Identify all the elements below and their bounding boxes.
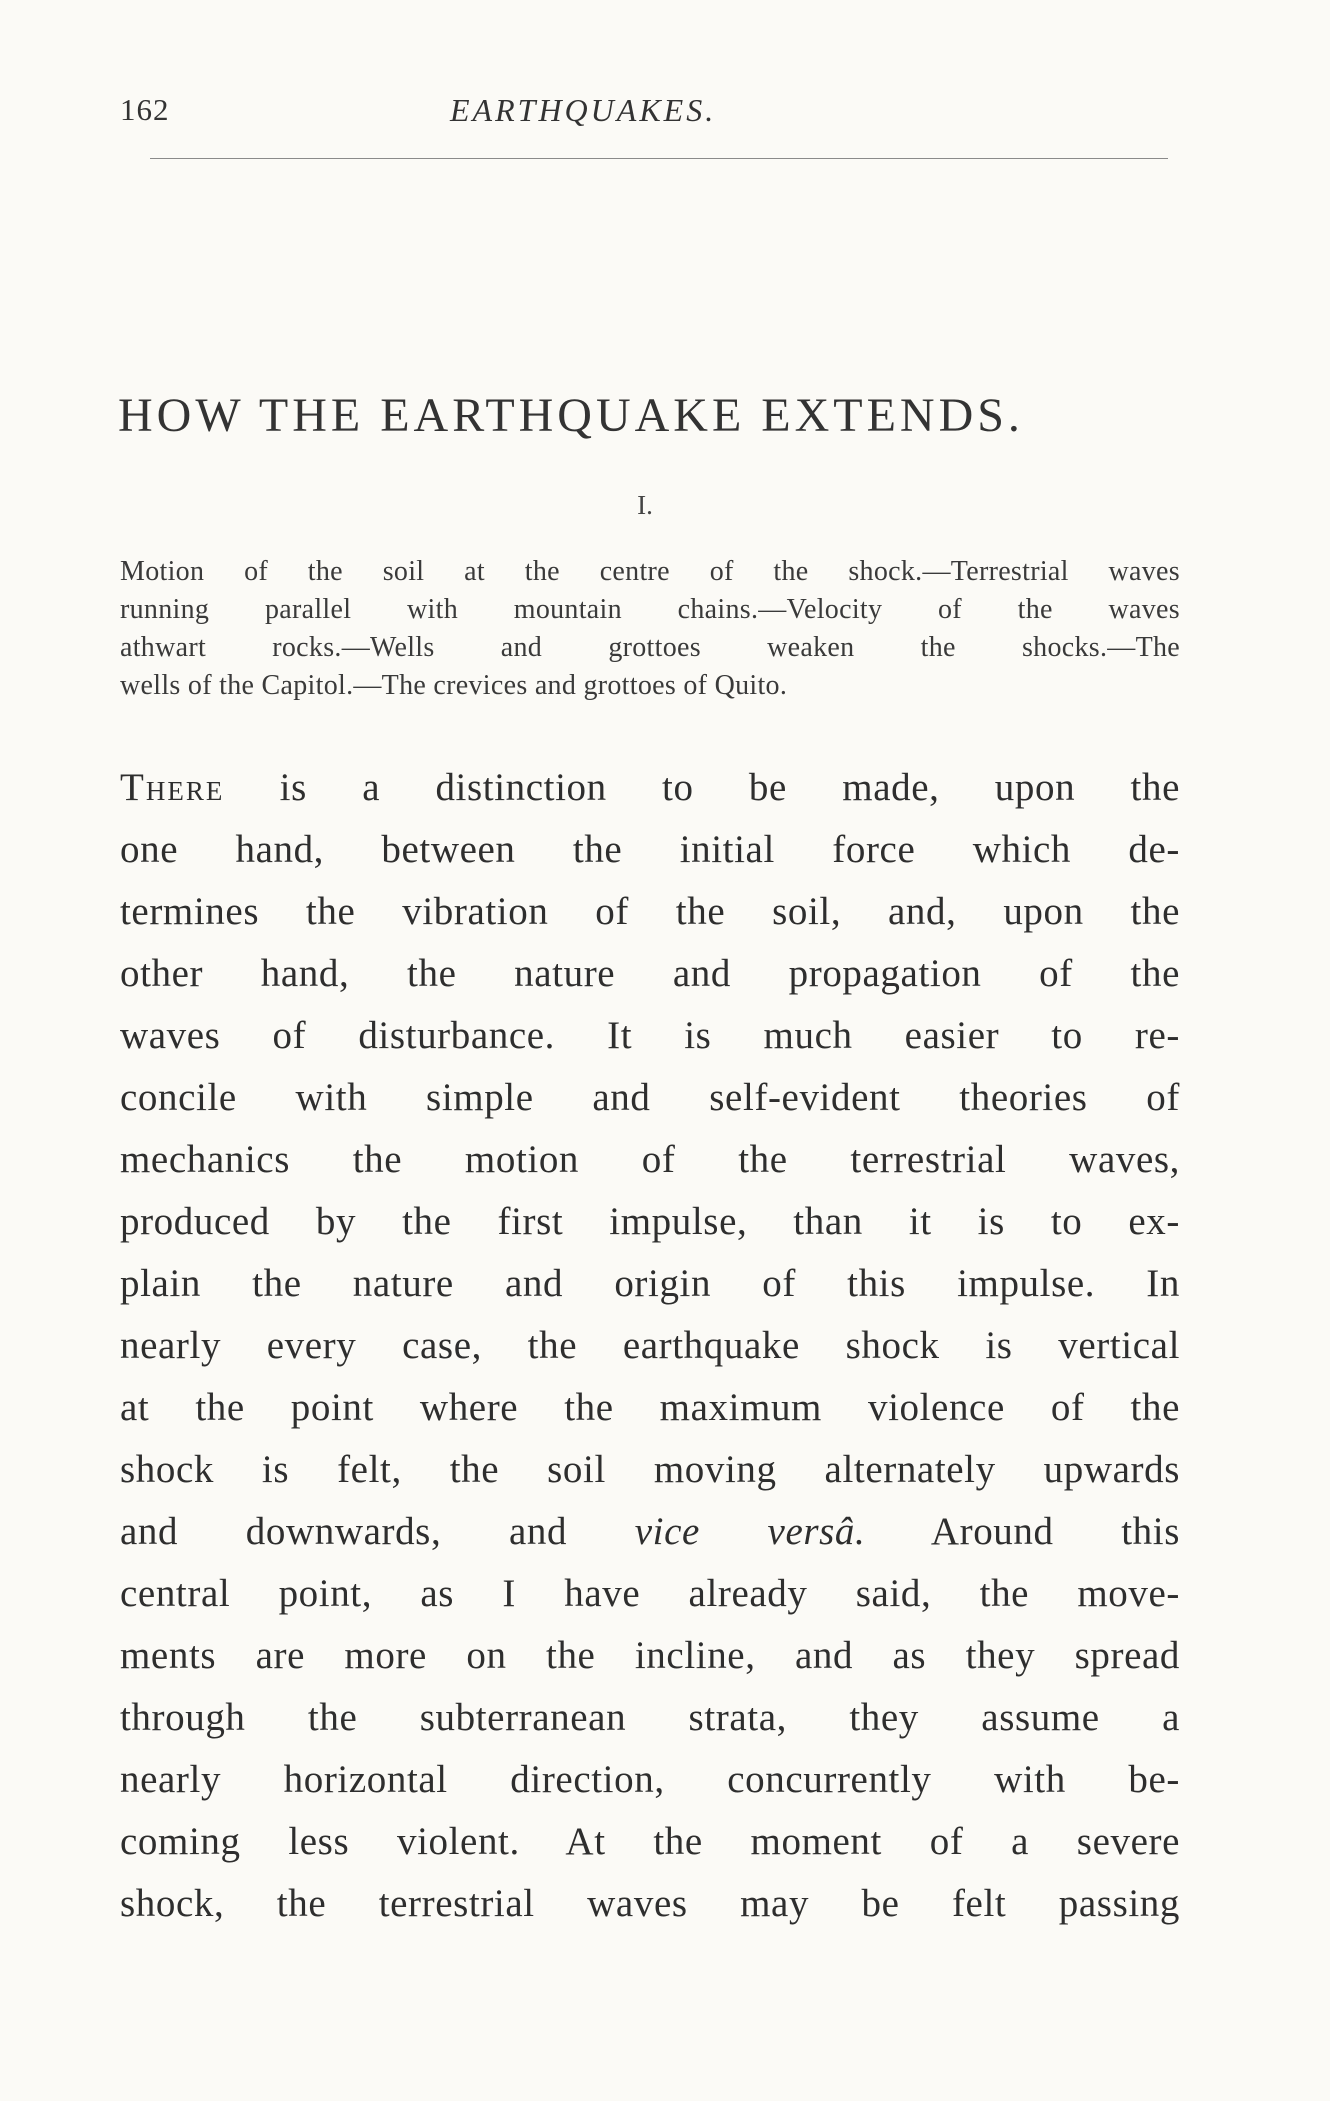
running-title: EARTHQUAKES. [450,92,717,128]
body-line: central point, as I have already said, the move- [120,1572,1180,1615]
synopsis-line: Motion of the soil at the centre of the shock.—Terrestrial waves [120,556,1180,587]
body-line-text: and downwards, and [120,1510,635,1553]
body-line-text: is a distinction to be made, upon the [224,766,1180,809]
body-line: waves of disturbance. It is much easier to re- [120,1014,1180,1057]
body-line: shock is felt, the soil moving alternately upwards [120,1448,1180,1491]
synopsis-line: athwart rocks.—Wells and grottoes weaken the shocks.—The [120,632,1180,663]
body-line-text: Around this [865,1510,1180,1553]
synopsis-line: running parallel with mountain chains.—Velocity of the waves [120,594,1180,625]
page-number: 162 [120,92,170,127]
body-line: through the subterranean strata, they assume a [120,1696,1180,1739]
section-number: I. [637,490,653,520]
header-rule [150,158,1168,159]
chapter-title: HOW THE EARTHQUAKE EXTENDS. [118,389,1024,442]
body-line: mechanics the motion of the terrestrial waves, [120,1138,1180,1181]
body-line: nearly horizontal direction, concurrently with be- [120,1758,1180,1801]
body-line: nearly every case, the earthquake shock is vertical [120,1324,1180,1367]
body-line: ments are more on the incline, and as they spread [120,1634,1180,1677]
body-line: one hand, between the initial force which de- [120,828,1180,871]
italic-phrase: vice versâ. [634,1510,866,1553]
body-line: plain the nature and origin of this impulse. In [120,1262,1180,1305]
body-line: produced by the first impulse, than it is to ex- [120,1200,1180,1243]
synopsis-line: wells of the Capitol.—The crevices and grottoes of Quito. [120,670,788,701]
chapter-synopsis [120,553,1180,705]
drop-word: There [120,766,225,809]
body-line: coming less violent. At the moment of a severe [120,1820,1180,1863]
body-line: concile with simple and self-evident theories of [120,1076,1180,1119]
running-head [120,92,1170,142]
body-line [120,1501,1180,1563]
body-paragraph [120,757,1180,1935]
body-line: termines the vibration of the soil, and, upon the [120,890,1180,933]
body-line: at the point where the maximum violence of the [120,1386,1180,1429]
body-line [120,757,1180,819]
body-line: other hand, the nature and propagation of the [120,952,1180,995]
body-line: shock, the terrestrial waves may be felt passing [120,1882,1180,1925]
